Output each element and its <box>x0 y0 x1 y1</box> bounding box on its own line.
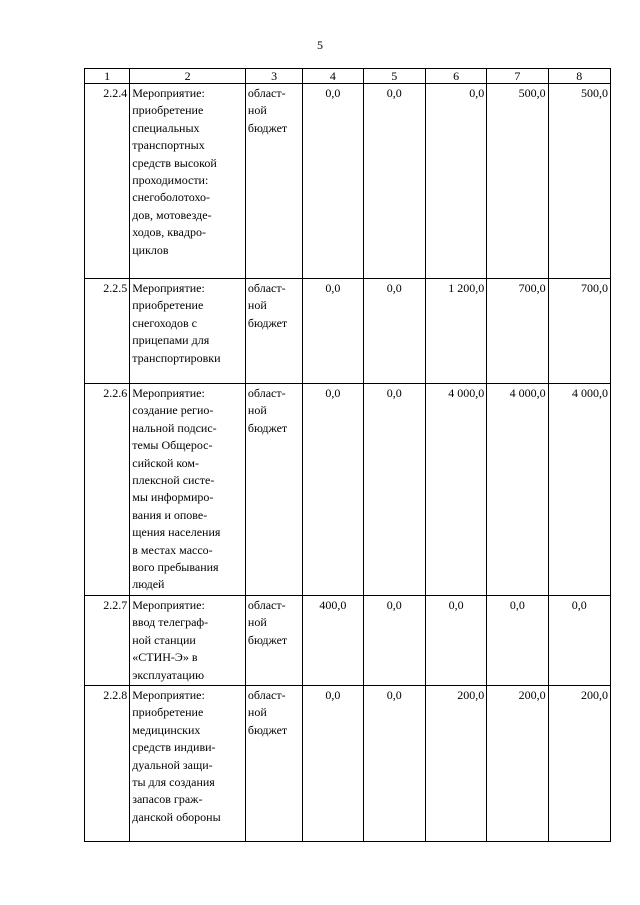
column-header: 8 <box>548 69 610 84</box>
value-col8: 700,0 <box>548 279 610 384</box>
row-number: 2.2.4 <box>85 84 130 279</box>
funding-source: област- ной бюджет <box>245 384 302 596</box>
value-col4: 400,0 <box>303 595 363 685</box>
value-col4: 0,0 <box>303 685 363 841</box>
funding-source: област- ной бюджет <box>245 595 302 685</box>
funding-source: област- ной бюджет <box>245 685 302 841</box>
funding-source: област- ной бюджет <box>245 84 302 279</box>
column-header: 4 <box>303 69 363 84</box>
table-row <box>85 384 611 596</box>
value-col4: 0,0 <box>303 384 363 596</box>
value-col5: 0,0 <box>363 685 425 841</box>
value-col5: 0,0 <box>363 595 425 685</box>
table-row <box>85 685 611 841</box>
column-header: 7 <box>487 69 548 84</box>
value-col6: 200,0 <box>425 685 486 841</box>
value-col5: 0,0 <box>363 84 425 279</box>
measure-name: Мероприятие: ввод телеграф- ной станции «СТИН-Э» в эксплуатацию <box>130 595 246 685</box>
measure-name: Мероприятие: создание регио- нальной подсис- темы Общерос- сийской ком- плексной систе- мы информиро- вания и опове- щения населения в местах массо- вого пребывания людей <box>130 384 246 596</box>
row-number: 2.2.7 <box>85 595 130 685</box>
value-col7: 500,0 <box>487 84 548 279</box>
value-col5: 0,0 <box>363 384 425 596</box>
value-col8: 4 000,0 <box>548 384 610 596</box>
column-header: 2 <box>130 69 246 84</box>
value-col4: 0,0 <box>303 84 363 279</box>
value-col6: 0,0 <box>425 84 486 279</box>
value-col7: 200,0 <box>487 685 548 841</box>
value-col7: 4 000,0 <box>487 384 548 596</box>
table-row <box>85 279 611 384</box>
page-number: 5 <box>317 38 323 52</box>
value-col8: 0,0 <box>548 595 610 685</box>
row-number: 2.2.5 <box>85 279 130 384</box>
row-number: 2.2.6 <box>85 384 130 596</box>
table-row <box>85 595 611 685</box>
column-header: 5 <box>363 69 425 84</box>
value-col7: 700,0 <box>487 279 548 384</box>
column-header: 3 <box>245 69 302 84</box>
measure-name: Мероприятие: приобретение снегоходов с прицепами для транспортировки <box>130 279 246 384</box>
value-col6: 1 200,0 <box>425 279 486 384</box>
value-col6: 0,0 <box>425 595 486 685</box>
table-row <box>85 84 611 279</box>
value-col5: 0,0 <box>363 279 425 384</box>
value-col8: 200,0 <box>548 685 610 841</box>
value-col4: 0,0 <box>303 279 363 384</box>
value-col6: 4 000,0 <box>425 384 486 596</box>
table-header-row <box>85 69 611 84</box>
budget-table <box>84 68 611 842</box>
value-col7: 0,0 <box>487 595 548 685</box>
column-header: 6 <box>425 69 486 84</box>
measure-name: Мероприятие: приобретение специальных транспортных средств высокой проходимости: снегоболотохо- дов, мотовезде- ходов, квадро- циклов <box>130 84 246 279</box>
value-col8: 500,0 <box>548 84 610 279</box>
measure-name: Мероприятие: приобретение медицинских средств индиви- дуальной защи- ты для создания запасов граж- данской обороны <box>130 685 246 841</box>
column-header: 1 <box>85 69 130 84</box>
row-number: 2.2.8 <box>85 685 130 841</box>
funding-source: област- ной бюджет <box>245 279 302 384</box>
